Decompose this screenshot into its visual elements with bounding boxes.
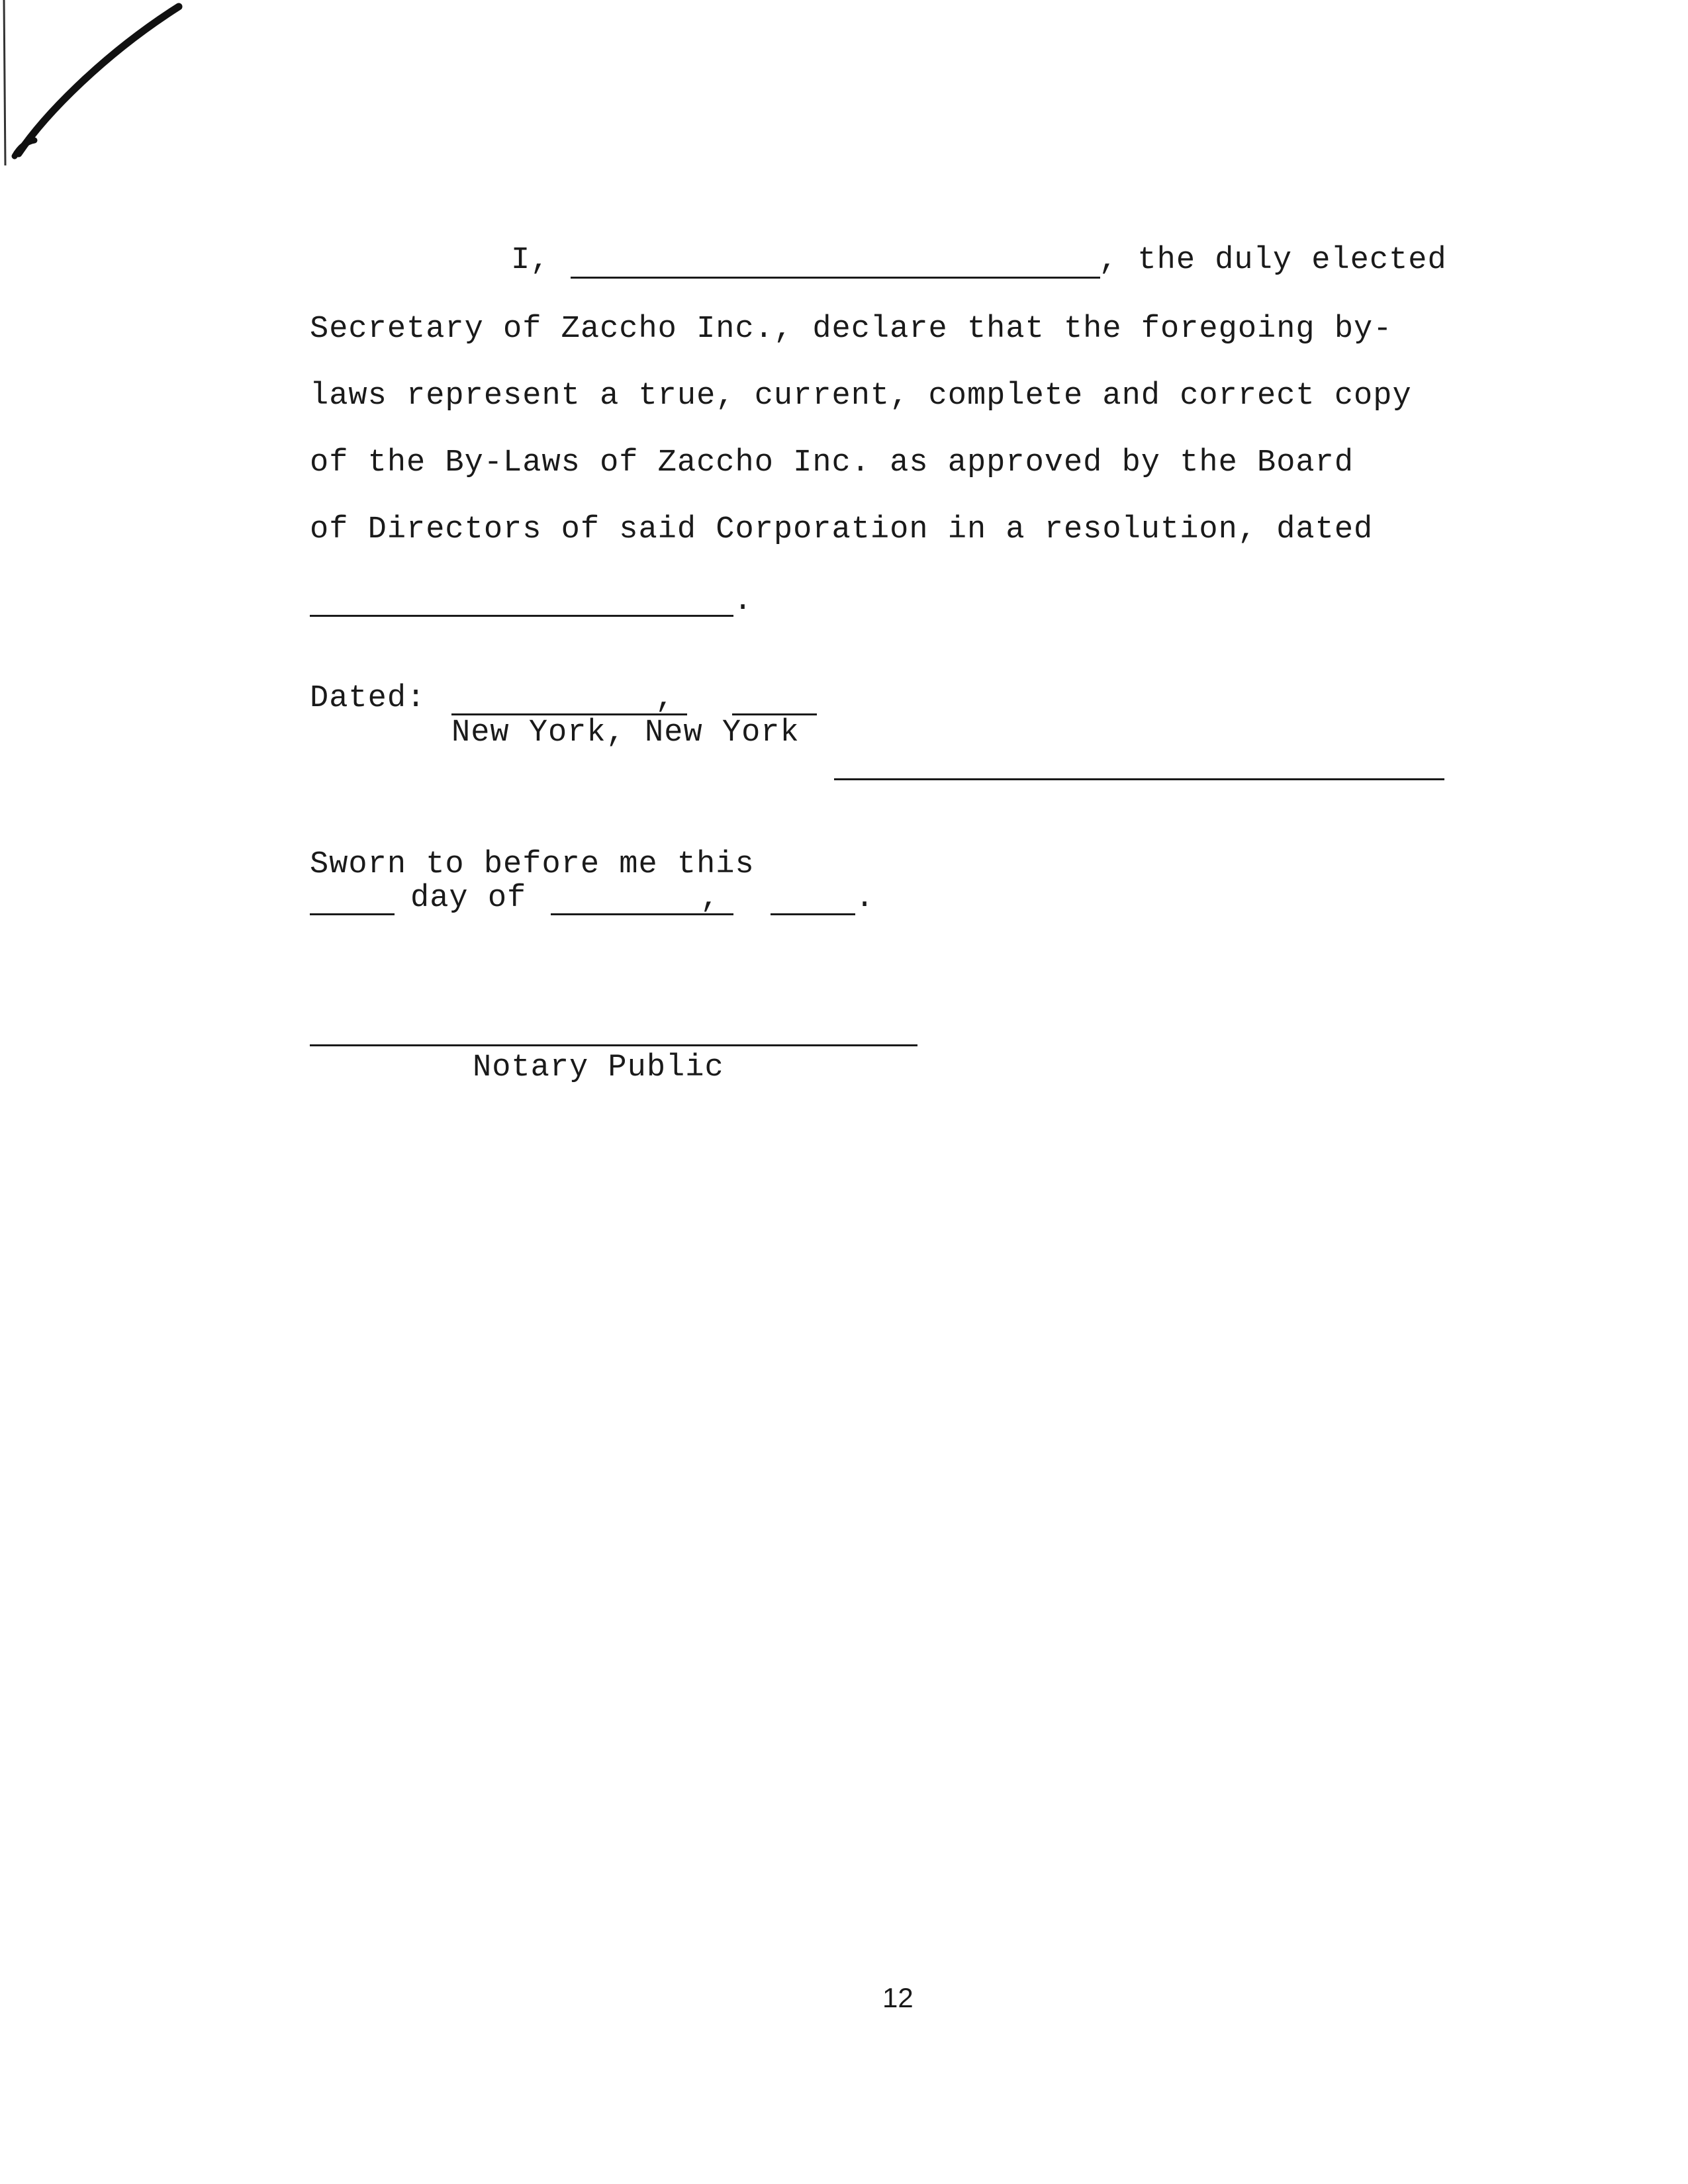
resolution-date-blank [310, 615, 733, 617]
notary-label: Notary Public [473, 1050, 724, 1085]
declaration-line4: of the By-Laws of Zaccho Inc. as approved by the Board [310, 445, 1354, 480]
dated-place: New York, New York [451, 715, 800, 751]
dated-label: Dated: [310, 681, 426, 716]
dated-comma: , [655, 681, 675, 716]
declaration-line3: laws represent a true, current, complete and correct copy [310, 379, 1412, 414]
jurat-line1: Sworn to before me this [310, 847, 755, 882]
pen-stroke-mark [0, 0, 212, 172]
jurat-period: . [855, 881, 875, 916]
secretary-name-blank [571, 277, 1100, 279]
jurat-day-blank [310, 913, 395, 915]
resolution-date-period: . [733, 584, 753, 619]
page-number: 12 [882, 1982, 914, 2013]
secretary-signature-line [834, 778, 1444, 780]
declaration-line5: of Directors of said Corporation in a resolution, dated [310, 512, 1374, 547]
declaration-line2: Secretary of Zaccho Inc., declare that the foregoing by- [310, 312, 1393, 347]
declaration-opening: I, [511, 243, 550, 278]
notary-signature-line [310, 1044, 917, 1046]
jurat-day-of: day of [410, 881, 527, 916]
declaration-line1-tail: , the duly elected [1099, 243, 1447, 278]
jurat-comma: , [700, 881, 720, 916]
jurat-year-blank [771, 913, 855, 915]
